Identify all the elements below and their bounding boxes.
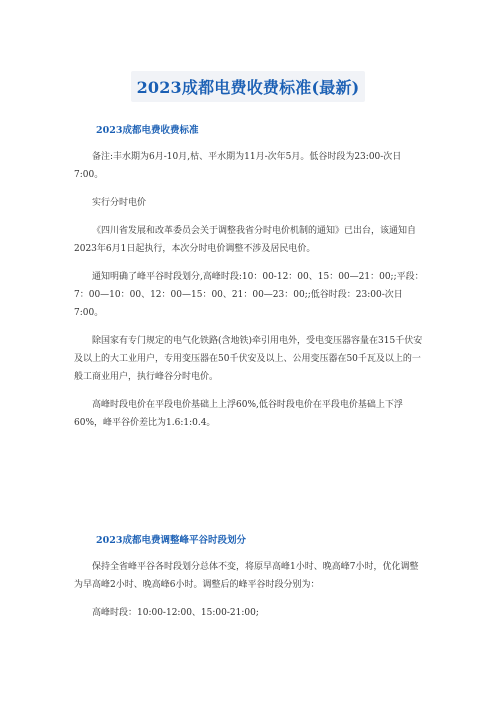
document-title: 2023成都电费收费标准(最新) xyxy=(131,71,366,102)
section-2-heading: 2023成都电费调整峰平谷时段划分 xyxy=(96,535,246,546)
paragraph-tou-pricing: 实行分时电价 xyxy=(92,198,147,208)
paragraph-scope: 除国家有专门规定的电气化铁路(含地铁)牵引用电外，受电变压器容量在315千伏安及以上的大工业用户，专用变压器在50千伏安及以上、公用变压器在50千瓦及以上的一般工商业用户，执行峰谷分时电价。 xyxy=(74,336,423,382)
paragraph-price-ratio: 高峰时段电价在平段电价基础上上浮60%,低谷时段电价在平段电价基础上下浮60%，峰平谷价差比为1.6:1:0.4。 xyxy=(74,400,403,428)
paragraph-peak-hours: 高峰时段：10:00-12:00、15:00-21:00; xyxy=(92,608,259,618)
paragraph-notice: 《四川省发展和改革委员会关于调整我省分时电价机制的通知》已出台，该通知自2023年6月1日起执行，本次分时电价调整不涉及居民电价。 xyxy=(74,226,417,254)
paragraph-adjustment: 保持全省峰平谷各时段划分总体不变，将原早高峰1小时、晚高峰7小时，优化调整为早高峰2小时、晚高峰6小时。调整后的峰平谷时段分别为： xyxy=(74,562,419,590)
paragraph-time-periods: 通知明确了峰平谷时段划分,高峰时段:10：00-12：00、15：00—21：00;;平段：7：00—10：00、12：00—15：00、21：00—23：00;;低谷时段：23:00-次日7:00。 xyxy=(74,272,424,318)
section-1 xyxy=(74,124,424,432)
section-1-heading: 2023成都电费收费标准 xyxy=(96,125,199,136)
section-2 xyxy=(74,534,424,622)
paragraph-note: 备注:丰水期为6月-10月,枯、平水期为11月-次年5月。低谷时段为23:00-次日7:00。 xyxy=(74,152,402,180)
title-wrap xyxy=(0,71,496,102)
